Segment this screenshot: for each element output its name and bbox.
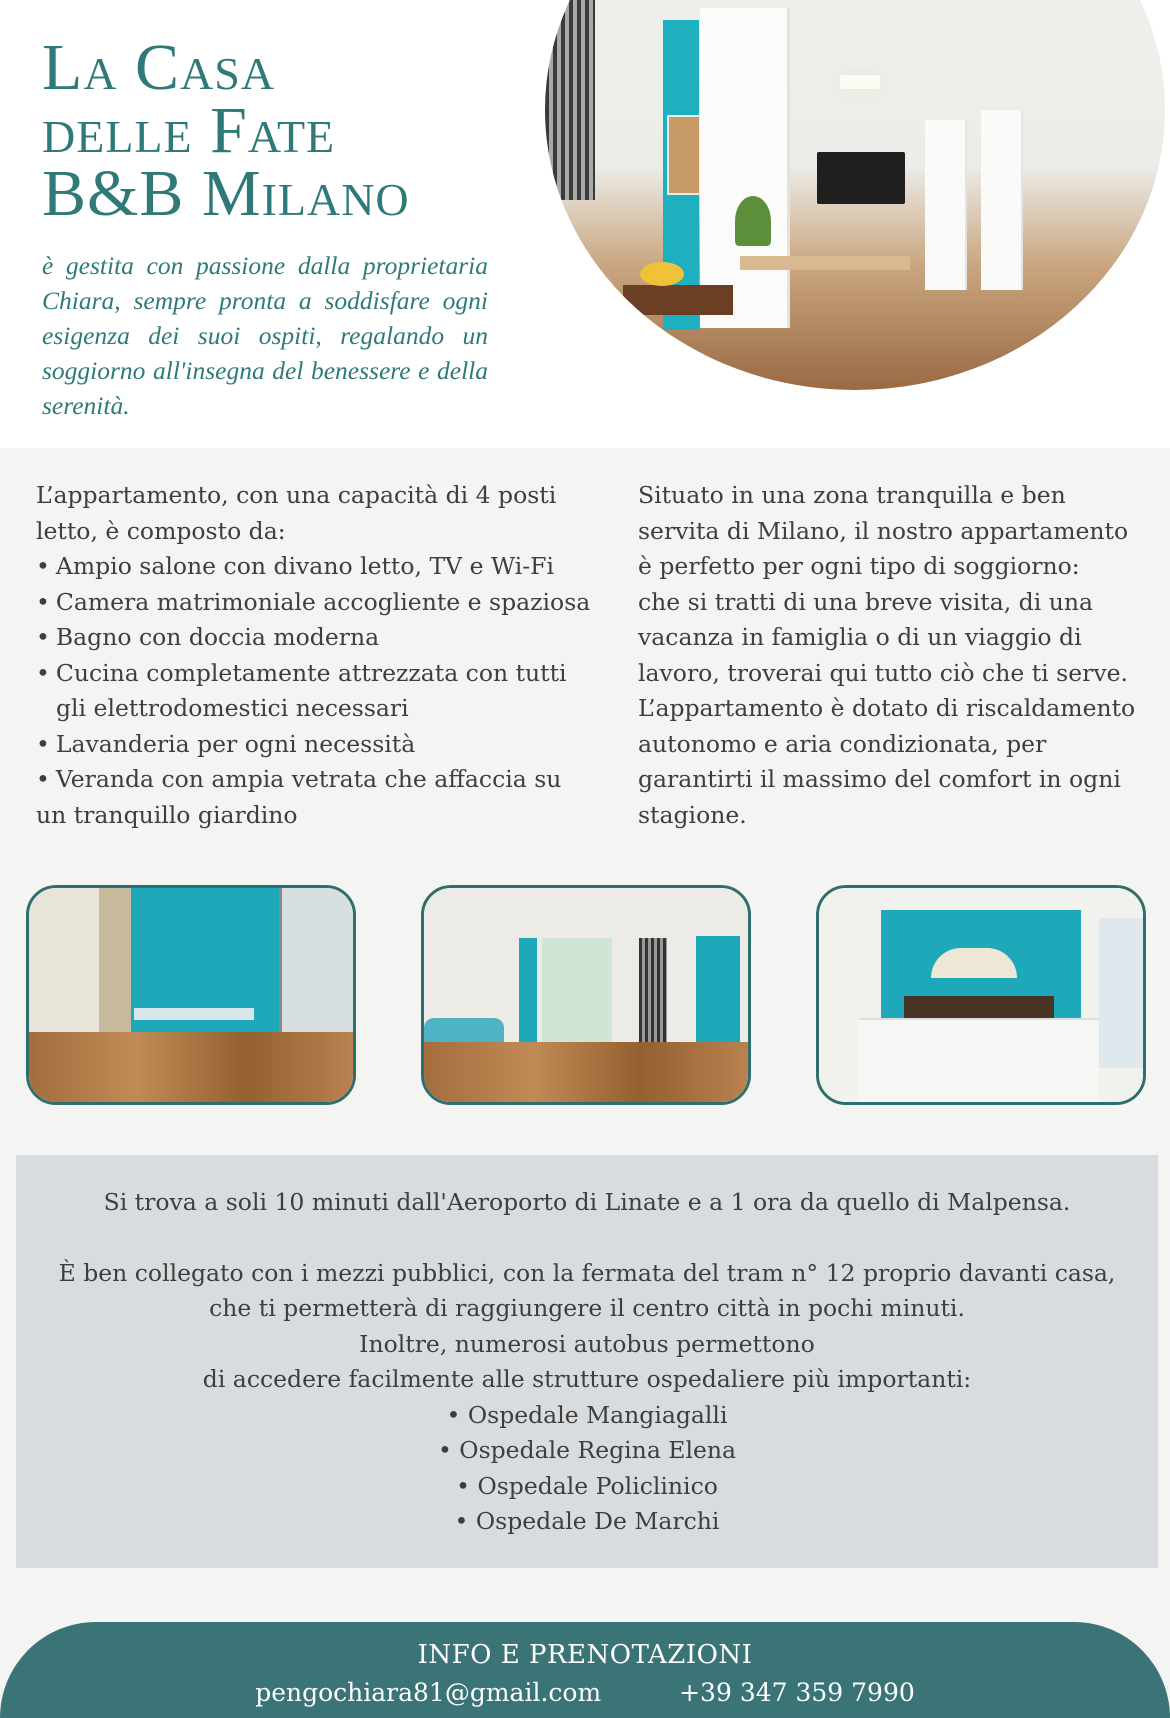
- list-item: un tranquillo giardino: [36, 800, 298, 829]
- text-line: garantirti il massimo del comfort in ogni: [638, 765, 1121, 793]
- text-line: Situato in una zona tranquilla e ben: [638, 481, 1066, 509]
- corkboard-image: [667, 115, 701, 195]
- plant-image: [735, 196, 771, 246]
- hospital-item: • Ospedale De Marchi: [454, 1507, 720, 1535]
- description-section: [0, 448, 1170, 868]
- hero-section: [0, 0, 1170, 448]
- flowers-image: [640, 262, 684, 286]
- cabinet-image: [925, 120, 967, 290]
- list-item: • Veranda con ampia vetrata che affaccia su: [36, 765, 562, 793]
- contact-footer: [0, 1622, 1170, 1718]
- dining-room-photo: [26, 885, 356, 1105]
- hospital-item: • Ospedale Mangiagalli: [446, 1400, 728, 1429]
- text-line: L’appartamento è dotato di riscaldamento: [638, 694, 1136, 722]
- features-list: [36, 549, 596, 833]
- text-line: autonomo e aria condizionata, per: [638, 729, 1047, 758]
- list-item: • Ampio salone con divano letto, TV e Wi-Fi: [36, 552, 554, 580]
- tv-image: [817, 152, 905, 204]
- title-line-3: B&B Milano: [42, 157, 410, 230]
- transport-info-line: che ti permetterà di raggiungere il centro città in pochi minuti.: [209, 1294, 965, 1322]
- page-title: [42, 31, 410, 230]
- features-intro-line: L’appartamento, con una capacità di 4 posti: [36, 481, 557, 509]
- airport-info: Si trova a soli 10 minuti dall'Aeroporto di Linate e a 1 ora da quello di Malpensa.: [103, 1188, 1071, 1216]
- list-item: • Cucina completamente attrezzata con tutti gli elettrodomestici necessari: [36, 658, 567, 722]
- transport-info-line: Inoltre, numerosi autobus permettono: [359, 1329, 815, 1358]
- living-room-photo: [545, 0, 1165, 390]
- title-line-1: La Casa: [42, 31, 276, 104]
- cabinet-image: [981, 110, 1023, 290]
- list-item: • Bagno con doccia moderna: [36, 623, 380, 651]
- hallway-photo: [421, 885, 751, 1105]
- text-line: servita di Milano, il nostro appartamento: [638, 516, 1129, 545]
- text-line: che si tratti di una breve visita, di una: [638, 587, 1093, 616]
- text-line: vacanza in famiglia o di un viaggio di: [638, 623, 1082, 651]
- location-description: [638, 478, 1138, 833]
- phone-link[interactable]: +39 347 359 7990: [679, 1678, 915, 1707]
- hospital-item: • Ospedale Regina Elena: [437, 1436, 737, 1464]
- list-item: • Lavanderia per ogni necessità: [36, 729, 416, 758]
- features-intro-line: letto, è composto da:: [36, 516, 286, 545]
- bedroom-photo: [816, 885, 1146, 1105]
- text-line: lavoro, troverai qui tutto ciò che ti serve.: [638, 658, 1129, 687]
- footer-title: INFO E PRENOTAZIONI: [417, 1640, 753, 1670]
- tv-shelf-image: [740, 256, 910, 270]
- text-line: stagione.: [638, 800, 747, 829]
- side-table-image: [623, 285, 733, 315]
- radiator-image: [545, 0, 595, 200]
- list-item: • Camera matrimoniale accogliente e spaziosa: [36, 587, 591, 616]
- hospital-item: • Ospedale Policlinico: [456, 1471, 718, 1500]
- wall-lamp-image: [840, 75, 880, 89]
- transport-info-line: di accedere facilmente alle strutture ospedaliere più importanti:: [202, 1365, 972, 1393]
- title-line-2: delle Fate: [42, 94, 336, 167]
- transport-info-line: È ben collegato con i mezzi pubblici, con la fermata del tram n° 12 proprio davanti casa,: [58, 1258, 1116, 1287]
- intro-text: è gestita con passione dalla proprietaria Chiara, sempre pronta a soddisfare ogni esigenza dei suoi ospiti, regalando un soggiorno all'insegna del benessere e della serenità.: [42, 251, 488, 420]
- email-link[interactable]: pengochiara81@gmail.com: [255, 1678, 602, 1707]
- footer-contacts: [0, 1678, 1170, 1707]
- text-line: è perfetto per ogni tipo di soggiorno:: [638, 552, 1080, 580]
- location-info-box: [16, 1155, 1158, 1568]
- apartment-features: [36, 478, 596, 833]
- door-image: [700, 8, 790, 328]
